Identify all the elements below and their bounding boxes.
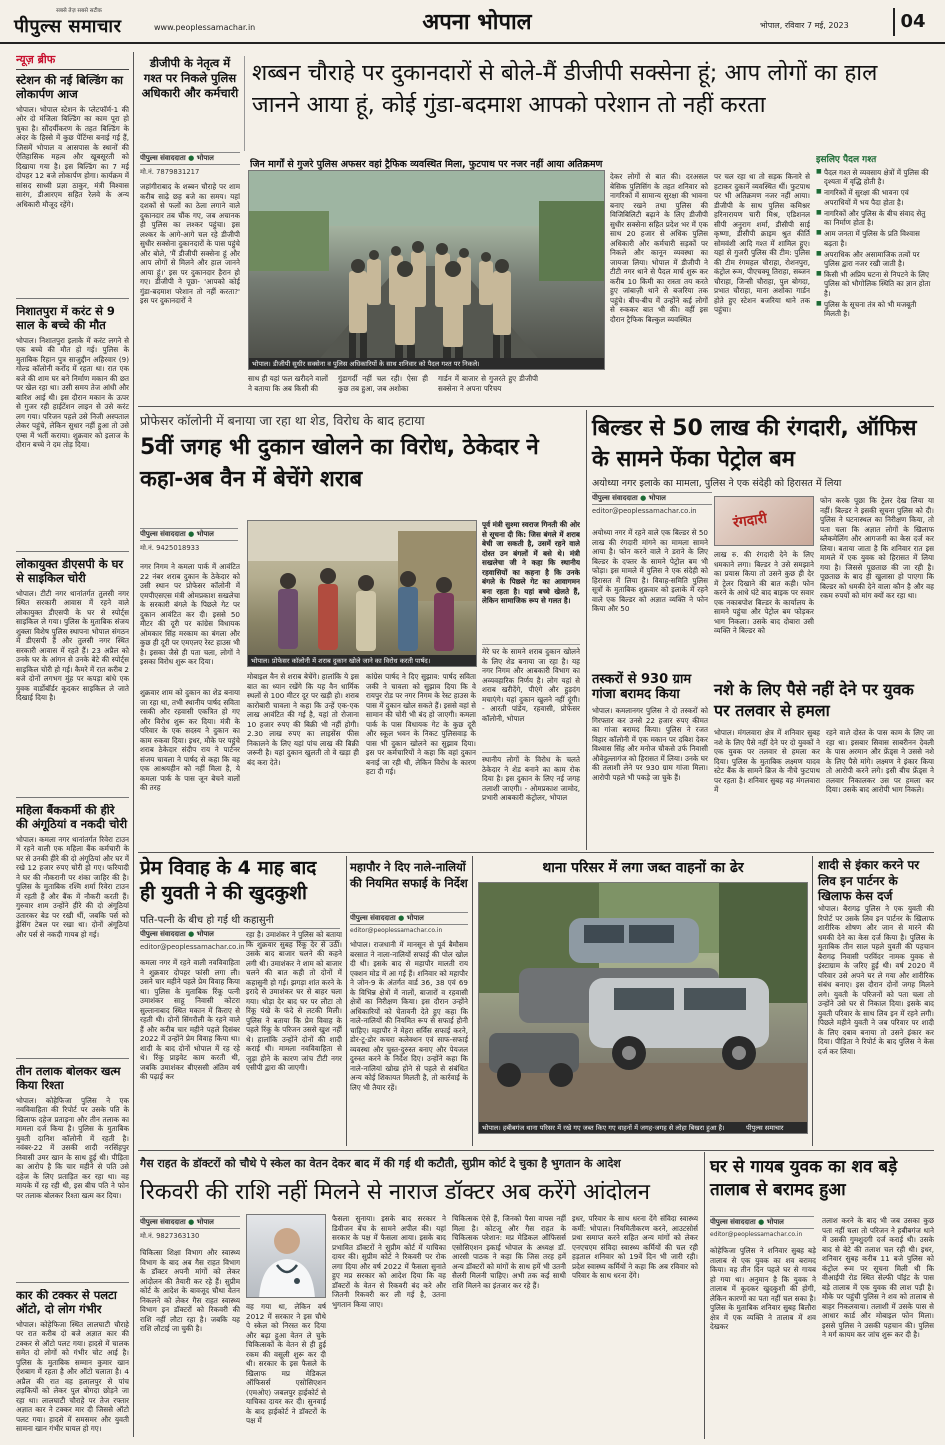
paper-logo: [14, 6, 144, 36]
nala-body: भोपाल। राजधानी में मानसून से पूर्व बैमौसम बरसात ने नाला-नालियों सफाई की पोल खोल दी थी। इसके बाद से महापौर मालती राय एक्शन मोड में आ गई हैं। शनिवार को महापौर ने जोन-9 के अंतर्गत वार्ड 36, 38 एवं 69 के विभिन्न क्षेत्रों में नालों, बाजारों व रहवासी क्षेत्रों का निरीक्षण किया। इस दौरान उन्होंने अधिकारियों को चेतावनी देते हुए कहा कि नाले-नालियों की नियमित रूप से सफाई होनी चाहिए। महापौर ने मेहरा सर्विस सफाई करने, डोर-टू-डोर कचरा कलेक्शन एवं साफ-सफाई व्यवस्था और चुस्त-दुरुस्त बनाए और पेयजल दुरुस्त करने के निर्देश दिए। उन्होंने कहा कि नाले-नालियां खोख होने से पहले से संबंधित अन्य कोई शिकायत मिलती है, तो कार्रवाई के लिए भी तैयार रहें।: [350, 940, 468, 1092]
nala-email: editor@peoplessamachar.co.in: [350, 927, 443, 934]
lead-kicker: डीजीपी के नेतृत्व में गश्त पर निकले पुलिस अधिकारी और कर्मचारी: [141, 56, 239, 101]
love-byline: पीपुल्स संवाददाता ● भोपाल: [140, 928, 340, 941]
brief-headline: लोकायुक्त डीएसपी के घर से साइकिल चोरी: [16, 558, 124, 585]
lead-headline: शब्बन चौराहे पर दुकानदारों से बोले-मैं डीजीपी सक्सेना हूं; आप लोगों का हाल जानने आया हूं, कोई गुंडा-बदमाश आपको परेशान तो नहीं करता: [252, 60, 878, 118]
shed-photo: [247, 520, 477, 667]
builder-byline-block: [592, 492, 712, 515]
shed-column-3: मोबाइल वैन से शराब बेचेंगे। हालांकि ये इस बात का ध्यान रखेंगे कि यह वैन धार्मिक स्थलों से 100 मीटर दूर पर खड़ी हो। शराब कारोबारी चावला ने कहा कि उन्हें एक-एक लाख आवंटित की गई है, यहां तो रोजाना 10 हजार रुपए की बिक्री भी नहीं होगी। 2.30 लाख रुपए का लाइसेंस फीस निकालने के लिए यहां पांच लाख की बिक्री जरूरी है। यहां दुकान खुलती तो वे खड़ा ही बंद करा देते।: [247, 672, 359, 767]
shed-quote-official: स्थानीय लोगों के विरोध के चलते ठेकेदार ने शेड बनाने का काम रोक दिया है। इस दुकान के लिए नई जगह तलाशी जाएगी। - ओमप्रकाश जामोद, प्रभारी आबकारी कंट्रोलर, भोपाल: [482, 752, 580, 848]
brief-body: भोपाल। भोपाल स्टेशन के प्लेटफॉर्म-1 की ओर दो मंजिला बिल्डिंग का काम पूरा हो चुका है। सौंदर्यीकरण के तहत बिल्डिंग के अंदर के हिस्से में कुछ पेंटिंग्स बनाई गई हैं, जिसमें भोपाल व आसपास के स्थानों की ऐतिहासिक महत्व और खूबसूरती को दिखाया गया है। इस बिल्डिंग का 7 मई दोपहर 12 बजे लोकार्पण होगा। कार्यक्रम में सांसद साध्वी प्रज्ञा ठाकुर, मंत्री विश्वास सारंग, डीआरएम सहित रेलवे के अन्य अधिकारी मौजूद रहेंगे।: [16, 104, 129, 209]
shed-column-4: कांग्रेस पार्षद ने दिए सुझाव: पार्षद सविता जकी ने चावला को सुझाव दिया कि वे रायपुर रोड पर नगर निगम के रेस्ट हाउस के पास में दुकान खोल सकते हैं। इससे वहां से सामान की चोरी भी बंद हो जाएगी। कमला पार्क के पास विधायक गेट के कुछ दूरी और स्कूल भवन के निकट पुलिसवाड़ के पास भी दुकान खोलने का सुझाव दिया। इस पर कर्मचारियों ने कहा कि वहां दुकान बनाई जा रही थी, लेकिन विरोध के कारण हटा दी गई।: [366, 672, 476, 776]
doctor-column-3: फैसला सुनाया। इसके बाद सरकार ने डिवीजन बेंच के सामने अपील की। यहां सरकार के पक्ष में फैसला आया। इसके बाद प्रभावित डॉक्टरों ने सुप्रीम कोर्ट में याचिका दायर की। सुप्रीम कोर्ट ने रिकवरी पर रोक लगा दिया और वर्ष 2022 में फैसला सुनाते हुए मप्र सरकार को आदेश दिया कि वह डॉक्टरों के वेतन से रिकवरी बंद करे और जितनी रिकवरी कर ली गई है, उतना भुगतान किया जाए।: [332, 1214, 446, 1309]
builder-email: editor@peoplessamachar.co.in: [592, 507, 697, 515]
love-strap: पति-पत्नी के बीच हो गई थी कहासुनी: [140, 915, 274, 926]
lead-photo: [248, 170, 605, 370]
doctor-column-1: चिकित्सा शिक्षा विभाग और स्वास्थ्य विभाग के बाद अब गैस राहत विभाग के डॉक्टर अपनी मांगों को लेकर आंदोलन की तैयारी कर रहे हैं। सुप्रीम कोर्ट के आदेश के बावजूद चौथा वेतन निकलने को लेकर गैस राहत स्वास्थ्य विभाग इन डॉक्टरों को रिकवरी की राशि नहीं लौटा रहा है। जबकि यह राशि लौटाई जा चुकी है।: [140, 1248, 240, 1333]
section-rule: [138, 1150, 934, 1151]
brief-body: भोपाल। टीटी नगर थानांतर्गत तुलसी नगर स्थित सरकारी आवास में रहने वाले लोकायुक्त डीएसपी के घर से स्पोर्ट्स साइकिल ले गया। पुलिस के मुताबिक संजय शुक्ला विशेष पुलिस स्थापना भोपाल संगठन में डीएसपी हैं और तुलसी नगर स्थित सरकारी आवास में रहते हैं। 23 अप्रैल को उनके घर के आंगन से उनके बेटे की स्पोर्ट्स साइकिल चोरी हो गई। कैमरे में रात करीब 2 बजे दोनों लगभग मुंह पर कपड़ा बांधे एक युवक वार्डाेबॉर्डर कूदकर साइकिल ले जाते दिखाई दिया है।: [16, 588, 129, 703]
thana-headline: थाना परिसर में लगा जब्त वाहनों का ढेर: [542, 860, 744, 876]
brief-item-4: [16, 804, 129, 1059]
news-brief-column: [16, 52, 129, 1437]
section-title: अपना भोपाल: [422, 10, 532, 35]
masthead: [0, 0, 945, 44]
lead-column-2: साथ ही यहां फल खरीदने वालों ने बताया कि अब किसी की: [248, 374, 328, 393]
shed-byline-block: [140, 528, 238, 552]
shed-quote-resident: मेरे घर के सामने शराब दुकान खोलने के लिए शेड बनाया जा रहा है। यह नगर निगम और आबकारी विभाग का अव्यवहारिक निर्णय है। लोग यहां से शराब खरीदेंगे, पीएंगे और हुड़दंग मचाएंगे। यहां दुकान खुलने नहीं दूंगी। - आरती पांडेय, रहवासी, प्रोफेसर कॉलोनी, भोपाल: [482, 644, 580, 748]
nala-headline: महापौर ने दिए नाले-नालियों की नियमित सफाई के निर्देश: [350, 860, 468, 890]
brief-body: भोपाल। कमला नगर थानांतर्गत रिवेरा टाउन में रहने वाली एक महिला बैंक कर्मचारी के घर से उनकी हीरे की दो अंगूठियां और घर में रखे 12 हजार रुपए चोरी हो गए। फरियादी ने घर की नौकरानी पर शंका जाहिर की है। पुलिस के मुताबिक रश्मि शर्मा रिवेरा टाउन में रहती हैं और बैंक में नौकरी करती हैं। गुरुवार शाम उन्होंने हीरे की दो अंगूठियां उतारकर बेड पर रखी थीं, जबकि पर्स को ड्रेसिंग टेबल पर रखा था। दोनों अंगूठियां और पर्स से नकदी गायब हो गई।: [16, 834, 129, 939]
dateline: भोपाल, रविवार 7 मई, 2023: [760, 21, 849, 30]
kicker-rule: [244, 56, 245, 151]
brief-headline: कार की टक्कर से पलटा ऑटो, दो लोग गंभीर: [16, 1289, 117, 1316]
paper-name: पीपुल्स समाचार: [14, 16, 122, 37]
extortion-photo: [714, 496, 814, 546]
lead-mobile: मो.नं. 7879831217: [140, 168, 200, 176]
seized-vehicles-illustration: [479, 883, 808, 1134]
love-headline: प्रेम विवाह के 4 माह बाद ही युवती ने की खुदकुशी: [140, 857, 317, 904]
shed-byline: पीपुल्स संवाददाता ● भोपाल: [140, 528, 238, 541]
brief-title: न्यूज़ ब्रीफ: [16, 52, 129, 70]
sword-column-2: रहने वाले दोस्त के पास काम के लिए जा रहा था। इसबार सिवास साबरीनन देवली के पास अरमान और फ्रेंड्स ने उससे नशे के लिए पैसे मांगे। लक्ष्मण ने इंकार किया तो आरोपी करने लगे। इसी बीच फ्रेंड्स ने तलवार निकालकर उस पर हमला कर दिया। उसके बाद आरोपी भाग निकले।: [826, 728, 934, 794]
lake-byline: पीपुल्स संवाददाता ● भोपाल: [710, 1216, 814, 1229]
lead-column-1: जहांगीराबाद के शब्बन चौराहे पर शाम करीब साढ़े छह बजे का समय। यहां दशकों से फलों का ठेला लगाने वाले दुकानदार तब चौंक गए, जब अचानक ही पुलिस का लश्कर पहुंचा। इस लश्कर के आगे-आगे चल रहे डीजीपी सुधीर सक्सेना दुकानदारों के पास पहुंचे और बोले, 'मैं डीजीपी सक्सेना हूं और आप लोगों से मिलने और हाल जानने आया हूं।' इस पर दुकानदार हैरान हो गए। डीजीपी ने पूछा- 'आपको कोई गुंडा-बदमाश परेशान तो नहीं करता?' इस पर दुकानदारों ने: [140, 182, 240, 305]
thana-photo-credit: पीपुल्स समाचार: [743, 1122, 807, 1133]
police-march-illustration: [249, 171, 605, 370]
brief-headline: स्टेशन की नई बिल्डिंग का लोकार्पण आज: [16, 74, 124, 101]
shed-photo-caption: भोपाल। प्रोफेसर कॉलोनी में शराब दुकान खोले जाने का विरोध करती पार्षद।: [248, 655, 477, 666]
thana-photo-caption: भोपाल। हबीबगंज थाना परिसर में रखे गए जब्त किए गए वाहनों में जगह-जगह से लोहा बिखरा हुआ है।: [479, 1122, 744, 1133]
brief-headline: महिला बैंककर्मी की हीरे की अंगूठियां व नकदी चोरी: [16, 804, 128, 831]
column-rule: [812, 856, 813, 1146]
sidebar-point: ■ नागरिकों और पुलिस के बीच संवाद सेतु का निर्माण होता है।: [816, 209, 934, 227]
shed-kicker: प्रोफेसर कॉलोनी में बनाया जा रहा था शेड, विरोध के बाद हटाया: [140, 413, 425, 428]
column-rule: [704, 1152, 705, 1439]
protest-crowd-illustration: [248, 521, 477, 667]
nala-byline-block: [350, 912, 468, 934]
brief-item-6: [16, 1289, 129, 1437]
builder-column-2: लाख रु. की रंगदारी देने के लिए धमकाने लगा। बिल्डर ने उसे समझाने का प्रयास किया तो उसने कुछ ही देर में ट्रेलर दिखाने की बात कही। फोन करने के आधे घंटे बाद बाइक पर सवार एक नकाबपोश बिल्डर के कार्यालय के सामने पहुंचा और पेट्रोल बम फोड़कर भाग निकला। उसके बाद दोबारा उसी व्यक्ति ने बिल्डर को: [714, 550, 814, 635]
sidebar-point: ■ आम जनता में पुलिस के प्रति विश्वास बढ़ता है।: [816, 229, 934, 247]
extortion-label: रंगदारी: [732, 510, 769, 532]
lead-byline: पीपुल्स संवाददाता ● भोपाल: [140, 152, 240, 165]
sword-column-1: भोपाल। मंगलवारा क्षेत्र में शनिवार सुबह नशे के लिए पैसे नहीं देने पर दो युवकों ने एक युवक पर तलवार से हमला कर दिया। पुलिस के मुताबिक लक्ष्मण यादव स्टेट बैंक के सामने ब्रिज के नीचे फुटपाथ पर रहता है। शनिवार सुबह वह मंगलवारा में: [714, 728, 820, 794]
thana-photo: [478, 882, 808, 1134]
shed-column-1: नगर निगम ने कमला पार्क में आवंटित 22 नंबर शराब दुकान के ठेकेदार को उसी स्थान पर प्रोफेसर कॉलोनी में एमपीएसएस मंत्री ओमप्रकाश सखलेचा के सरकारी बंगले के पिछले गेट पर दुकान आवंटित कर दी। इससे 50 मीटर की दूरी पर कांग्रेस विधायक ओमकार सिंह मरकाम का बंगला और कुछ ही दूरी पर एमएलए रेस्ट हाउस भी है। इसका जैसे ही पता चला, लोगों ने इसका विरोध शुरू कर दिया।: [140, 562, 240, 666]
builder-byline: पीपुल्स संवाददाता ● भोपाल: [592, 492, 712, 505]
lake-column-2: तलाश करने के बाद भी जब उसका कुछ पता नहीं चला तो परिजन ने हबीबगंज थाने में उसकी गुमशुदगी दर्ज कराई थी। उसके बाद से बेटे की तलाश चल रही थी। इधर, शनिवार सुबह करीब 11 बजे पुलिस को कंट्रोल रूम पर सूचना मिली थी कि वीआईपी रोड स्थित सेल्फी पॉइंट के पास बड़े तालाब में एक युवक की लाश पड़ी है। मौके पर पहुंची पुलिस ने शव को तालाब से बाहर निकलवाया। तलाशी में उसके पास से आधार कार्ड और मोबाइल फोन मिला। इससे पुलिस ने उसकी पहचान की। पुलिस ने मर्ग कायम कर जांच शुरू कर दी है।: [822, 1216, 934, 1339]
brief-item-1: [16, 74, 129, 299]
doctor-byline-block: [140, 1216, 240, 1240]
love-column-2: रहा है। उमाशंकर ने पुलिस को बताया कि शुक्रवार सुबह रिंकू देर से उठी। उसके बाद बाजार चलने की कहने लगी थी। उमाशंकर ने शाम को बाजार चलने की बात कही तो दोनों में कहासुनी हो गई। झगड़ा शांत करने के इरादे से उमाशंकर घर से बाहर चला गया। थोड़ा देर बाद घर पर लौटा तो रिंकू पंखे के फंदे से लटकी मिली। पुलिस ने बताया कि प्रेम विवाह के पहले रिंकू के परिजन उससे खुश नहीं थे। हालांकि उन्होंने दोनों की शादी कराई थी। मामला नवविवाहिता से जुड़ा होने के कारण जांच टीटी नगर एसीपी द्वारा की जाएगी।: [246, 930, 342, 1072]
love-email: editor@peoplessamachar.co.in: [140, 943, 245, 951]
brief-headline: तीन तलाक बोलकर खत्म किया रिश्ता: [16, 1065, 121, 1092]
column-rule: [346, 856, 347, 1146]
brief-item-2: [16, 305, 129, 552]
livein-headline: शादी से इंकार करने पर लिव इन पार्टनर के खिलाफ केस दर्ज: [818, 858, 920, 904]
builder-column-3: फोन करके पूछा कि ट्रेलर देख लिया या नहीं। बिल्डर ने इसकी सूचना पुलिस को दी। पुलिस ने घटनास्थल का निरीक्षण किया, तो पता चला कि अज्ञात लोगों के खिलाफ ब्लैकमेलिंग और आगजनी का केस दर्ज कर लिया। बताया जाता है कि शनिवार रात इस मामले में एक युवक को हिरासत में लिया गया है। जिससे पूछताछ की जा रही है। पूछताछ के बाद ही खुलासा हो पाएगा कि बिल्डर को धमकी देने वाला कौन है और वह रकम रुपयों को मांग क्यों कर रहा था।: [820, 496, 934, 600]
column-rule: [472, 856, 473, 1146]
doctor-headline: रिकवरी की राशि नहीं मिलने से नाराज डॉक्टर अब करेंगे आंदोलन: [140, 1180, 650, 1205]
brief-body: भोपाल। निशातपुरा इलाके में करंट लगने से एक बच्चे की मौत हो गई। पुलिस के मुताबिक रिहान पुत्र साजुद्दीन अहिरवार (9) गोल्ड कॉलोनी करोंद में रहता था। रात एक बजे की शाम घर बने निर्माण मकान की छत पर खेल रहा था। उसी समय तेज आंधी और बारिश आई थी। इस दौरान मकान के ऊपर से गुजर रही हाईटेंशन लाइन से उसे करंट लग गया। परिजन पहले उसे निजी अस्पताल लेकर पहुंचे, लेकिन सुधार नहीं हुआ तो उसे एम्स में भर्ती कराया। शुक्रवार को इलाज के दौरान बच्चे ने दम तोड़ दिया।: [16, 335, 129, 450]
doctor-illustration: [247, 1215, 326, 1298]
brief-body: भोपाल। कोहेफिजा स्थित लालघाटी चौराहे पर रात करीब दो बजे अज्ञात कार की टक्कर से ऑटो पलट गया। हादसे में चालक समेत दो लोगों को गंभीर चोट आई है। पुलिस के मुताबिक सम्मान कुमार खान ऐशबाग में रहता है और ऑटो चलाता है। 4 अप्रैल की रात वह हलालपुर से पांच लड़कियों को लेकर पुल बोगदा छोड़ने जा रहा था। लालघाटी चौराहे पर तेज रफ्तार अज्ञात कार ने टक्कर मार दी जिससे ऑटो पलट गया। हादसे में समसमर और युवती सामना खान गंभीर घायल हो गए।: [16, 1319, 129, 1434]
column-rule: [586, 410, 587, 850]
nala-byline: पीपुल्स संवाददाता ● भोपाल: [350, 912, 468, 925]
shed-column-5: पूर्व मंत्री सुश्मा स्वराज गिनती की ओर से सूचना दी कि: जिस बंगले में शराब बेची जा सकती है, उसमें रहने वाले दोस्त उन बंगलों में बसे थे। मंत्री सखलेचा जी ने कहा कि स्थानीय रहवासियों का कहना है कि उनके बंगले के पिछले गेट का आवागमन बना रहता है। यहां बच्चे खेलते हैं, लेकिन सामाजिक रूप से गलत है।: [482, 520, 580, 605]
sidebar-point: ■ पैदल गश्त से व्यवसाय क्षेत्रों में पुलिस की दृश्यता में वृद्धि होती है।: [816, 168, 934, 186]
livein-body: भोपाल। बैरागढ़ पुलिस ने एक युवती की रिपोर्ट पर उसके लिव इन पार्टनर के खिलाफ शारीरिक शोषण और जान से मारने की धमकी देने का केस दर्ज किया है। पुलिस के मुताबिक तीन साल पहले युवती की पहचान बैरागढ़ निवासी परविंदर नामक युवक से इंस्टाग्राम के जरिए हुई थी। वर्ष 2020 में परिवार उसे अपने घर ले गया और शारीरिक संबंध बनाए। इस दौरान दोनों जगह मिलने लगे। युवती के परिजनों को पता चला तो उन्होंने उसे घर से निकाल दिया। इसके बाद युवती परिवार के साथ लिव इन में रहने लगी। पिछले महीने युवती ने जब परिवार पर शादी के लिए दबाव बनाया तो उसने इंकार कर दिया। पीड़िता ने रिपोर्ट के बाद पुलिस ने केस दर्ज कर लिया।: [818, 904, 934, 1056]
lead-byline-block: [140, 152, 240, 176]
lake-column-1: कोहेफिजा पुलिस ने शनिवार सुबह बड़े तालाब से एक युवक का शव बरामद किया। वह तीन दिन पहले घर से गायब हो गया था। अनुमान है कि युवक ने तालाब में कूदकर खुदकुशी की होगी, लेकिन कारणों का पता नहीं चल सका है। पुलिस के मुताबिक शनिवार सुबह बिलौरा क्षेत्र में एक व्यक्ति ने तालाब में शव देखकर: [710, 1246, 816, 1331]
page-number: 04: [893, 8, 931, 36]
doctor-kicker: गैस राहत के डॉक्टरों को चौथे पे स्केल का वेतन देकर बाद में की गई थी कटौती, सुप्रीम कोर्ट दे चुका है भुगतान के आदेश: [140, 1157, 621, 1170]
shed-headline: 5वीं जगह भी दुकान खोलने का विरोध, ठेकेदार ने कहा-अब वैन में बेचेंगे शराब: [140, 435, 539, 492]
why-foot-patrol-box: [816, 152, 934, 402]
brief-item-5: [16, 1065, 129, 1283]
sidebar-point: ■ अपराधिक और असामाजिक तत्वों पर पुलिस द्वारा नजर रखी जाती है।: [816, 250, 934, 268]
section-rule: [138, 852, 934, 853]
lead-photo-caption: भोपाल। डीजीपी सुधीर सक्सेना व पुलिस अधिकारियों के साथ शनिवार को पैदल गश्त पर निकले।: [249, 358, 605, 369]
lake-byline-block: [710, 1216, 814, 1238]
paper-tagline: सबसे तेज़ सबसे सटीक: [56, 8, 102, 14]
doctor-photo: [246, 1214, 326, 1298]
section-rule: [138, 406, 934, 407]
sidebar-point: ■ नागरिकों में सुरक्षा की भावना एवं अपराधियों में भय पैदा होता है।: [816, 188, 934, 206]
ganja-headline: तस्करों से 930 ग्राम गांजा बरामद किया: [592, 672, 692, 703]
column-rule: [133, 52, 134, 1437]
lake-headline: घर से गायब युवक का शव बड़े तालाब से बरामद हुआ: [710, 1157, 898, 1200]
lead-column-6: पर चल रहा था तो सड़क किनारे से हटाकर दुकानें व्यवस्थित थीं। फुटपाथ पर भी अतिक्रमण नजर नहीं आया। डीजीपी के साथ पुलिस कमिश्नर हरिनारायण चारी मिश्र, एडिशनल सीपी अनुराग शर्मा, डीसीपी साई कृष्णा, डीसीपी क्राइम श्रुत कीर्ति सोमवंशी आदि गश्त में शामिल हुए। यहां से गुजरी पुलिस की टीम: पुलिस की टीम रंगमहल चौराहा, रोशनपुरा, कंट्रोल रूम, पीएचक्यू तिराहा, सब्जन चौराहा, जिन्सी चौराहा, पुल बोगदा, प्रभात चौराहा, माना अशोका गार्डन होते हुए स्टेशन बजरिया थाने तक पहुंचा।: [714, 172, 810, 314]
sidebar-point: ■ किसी भी अप्रिय घटना से निपटने के लिए पुलिस को भौगोलिक स्थिति का ज्ञान होता है।: [816, 270, 934, 298]
doctor-column-4: चिकित्सक ऐसे हैं, जिनको पैसा वापस नहीं मिला है। कोटजू और गैस राहत के चिकित्सक परेशान: मप्र मेडिकल ऑफिसर्स एसोसिएशन इकाई भोपाल के अध्यक्ष डॉ. आरसी पाठक ने कहा कि जिस तरह हमें अन्य डॉक्टरों को मांगों के साथ हमें भी उतनी सैलरी मिलनी चाहिए। अभी तक कई साथी राशि मिलने का इंतजार कर रहे हैं।: [452, 1214, 566, 1290]
lead-strap: जिन मार्गों से गुजरे पुलिस अफसर वहां ट्रैफिक व्यवस्थित मिला, फुटपाथ पर नजर नहीं आया अतिक्रमण: [250, 159, 603, 170]
lake-email: editor@peoplessamachar.co.in: [710, 1231, 803, 1238]
doctor-mobile: मो.नं. 9827363130: [140, 1232, 200, 1240]
brief-headline: निशातपुरा में करंट से 9 साल के बच्चे की मौत: [16, 305, 115, 332]
brief-item-3: [16, 558, 129, 798]
ganja-body: भोपाल। कमलानगर पुलिस ने दो तस्करों को गिरफ्तार कर उनसे 22 हजार रुपए कीमत का गांजा बरामद किया। पुलिस ने रजत विहार कॉलोनी में एक मकान पर दबिश देकर विश्वास सिंह और मनोज चौकसे उर्फ निवासी औवेदुल्लागंज को हिरासत में लिया। उनके घर की तलाशी लेने पर 930 ग्राम गांजा मिला। आरोपी पहले भी पकड़े जा चुके हैं।: [592, 706, 708, 782]
shed-mobile: मो.नं. 9425018933: [140, 544, 200, 552]
sword-headline: नशे के लिए पैसे नहीं देने पर युवक पर तलवार से हमला: [714, 680, 914, 720]
love-column-1: कमला नगर में रहने वाली नवविवाहिता ने शुक्रवार दोपहर फांसी लगा ली। उसने चार महीने पहले प्रेम विवाह किया था। पुलिस के मुताबिक रिंकू पत्नी उमाशंकर साहू निवासी कोटरा सुल्तानाबाद स्थित मकान में किराए से रहती थी। दोनों सिंगरौली के रहने वाले हैं और करीब चार महीने पहले दिसंबर 2022 में उन्होंने प्रेम विवाह किया था। शादी के बाद दोनों भोपाल में रह रहे थे। रिंकू प्राइवेट काम करती थी, जबकि उमाशंकर बीएससी अंतिम वर्ष की पढ़ाई कर: [140, 958, 240, 1081]
lead-column-4: गार्डन में बाजार से गुजरते हुए डीजीपी सक्सेना ने अपना परिचय: [438, 374, 538, 393]
shed-column-2: शुक्रवार शाम को दुकान का शेड बनाया जा रहा था, तभी स्थानीय पार्षद सविता रसकी और रहवासी एकत्रित हो गए और विरोध शुरू कर दिया। मंत्री के परिवार के एक सदस्य ने दुकान का काम रुकवा दिया। इधर, मौके पर पहुंचे शराब ठेकेदार संदीप राय ने पार्टनर संजय चावला ने पार्षद से कहा कि वह एक आश्रयहीन को नहीं मिला है, ये कमला पार्क के पास जून बेचने वालों की तरह: [140, 688, 240, 792]
builder-headline: बिल्डर से 50 लाख की रंगदारी, ऑफिस के सामने फेंका पेट्रोल बम: [592, 416, 917, 472]
lead-column-5: देकर लोगों से बात की। दरअसल बेसिक पुलिसिंग के तहत शनिवार को नागरिकों में सामान्य सुरक्षा की भावना बनाए रखने तथा पुलिस की विजिबिलिटी बढ़ाने के लिए डीजीपी सुधीर सक्सेना सहित प्रदेश भर में एक साथ 20 हजार से अधिक पुलिस अधिकारी और कर्मचारी सड़कों पर निकले और कानून व्यवस्था का जायजा लिया। भोपाल में डीजीपी ने टीटी नगर थाने से पैदल मार्च शुरू कर करीब 10 किमी का रास्ता तय करते हुए जांबाज़ी थाने से बजरिया तक पहुंचे। बीच-बीच में उन्होंने कई लोगों से रुककर बात भी की। वहीं इस दौरान ट्रैफिक बिल्कुल व्यवस्थित: [610, 172, 708, 324]
builder-column-1: अयोध्या नगर में रहने वाले एक बिल्डर से 50 लाख की रंगदारी मांगने का मामला सामने आया है। फोन करने वाले ने डराने के लिए बिल्डर के दफ्तर के सामने पेट्रोल बम भी फोड़ा। इस मामले में पुलिस ने एक संदेही को हिरासत में लिया है। विवाह-समिति पुलिस सूत्रों के मुताबिक शुक्रवार को इलाके में रहने वाले एक बिल्डर को अज्ञात व्यक्ति ने फोन किया और 50: [592, 528, 708, 613]
builder-strap: अयोध्या नगर इलाके का मामला, पुलिस ने एक संदेही को हिरासत में लिया: [592, 478, 842, 489]
doctor-column-2: वह गया था, लेकिन वर्ष 2012 में सरकार ने इस चौथे पे स्केल को निरस्त कर दिया और बढ़ा हुआ वेतन ले चुके चिकित्सकों के वेतन से ही हुई रकम की वसूली शुरू कर दी थी। सरकार के इस फैसले के खिलाफ मप्र मेडिकल ऑफिसर्स एसोसिएशन (एमओए) जबलपुर हाईकोर्ट से याचिका दायर कर दी। सुनवाई के बाद हाईकोर्ट ने डॉक्टरों के पक्ष में: [246, 1302, 326, 1425]
sidebar-title: इसलिए पैदल गश्त: [816, 155, 877, 165]
doctor-column-5: इधर, परिवार के साथ धरना देंगे संविदा स्वास्थ्य कर्मी: भोपाल। नियमितीकरण करने, आउटसोर्स प्रथा समाप्त करने सहित अन्य मांगों को लेकर एनएचएम संविदा स्वास्थ्य कर्मियों की चल रही हड़ताल शनिवार को 19वें दिन भी जारी रही। प्रदेश स्वास्थ्य कर्मियों ने कहा कि अब रविवार को परिवार के साथ धरना देंगे।: [572, 1214, 698, 1280]
sidebar-point: ■ पुलिस के सूचना तंत्र को भी मजबूती मिलती है।: [816, 300, 934, 318]
site-url[interactable]: www.peoplessamachar.in: [154, 23, 256, 32]
brief-body: भोपाल। कोहेफिजा पुलिस ने एक नवविवाहिता की रिपोर्ट पर उसके पति के खिलाफ दहेज प्रताड़ना और तीन तलाक का मामला दर्ज किया है। पुलिस के मुताबिक युवती दानिश कॉलोनी में रहती है। नवंबर-22 में उसकी शादी नरसिंहपुर निवासी उमर खान के साथ हुई थी। पीड़िता का आरोप है कि चार महीने से पति उसे दहेज के लिए प्रताड़ित कर रहा था। वह मायके में रह रही थी, इस बीच पति ने फोन पर तलाक बोलकर रिश्ता खत्म कर दिया।: [16, 1095, 129, 1200]
lead-column-3: गुंडागर्दी नहीं चल रही। ऐसा ही कुछ तब हुआ, जब अशोका: [338, 374, 428, 393]
doctor-byline: पीपुल्स संवाददाता ● भोपाल: [140, 1216, 240, 1229]
